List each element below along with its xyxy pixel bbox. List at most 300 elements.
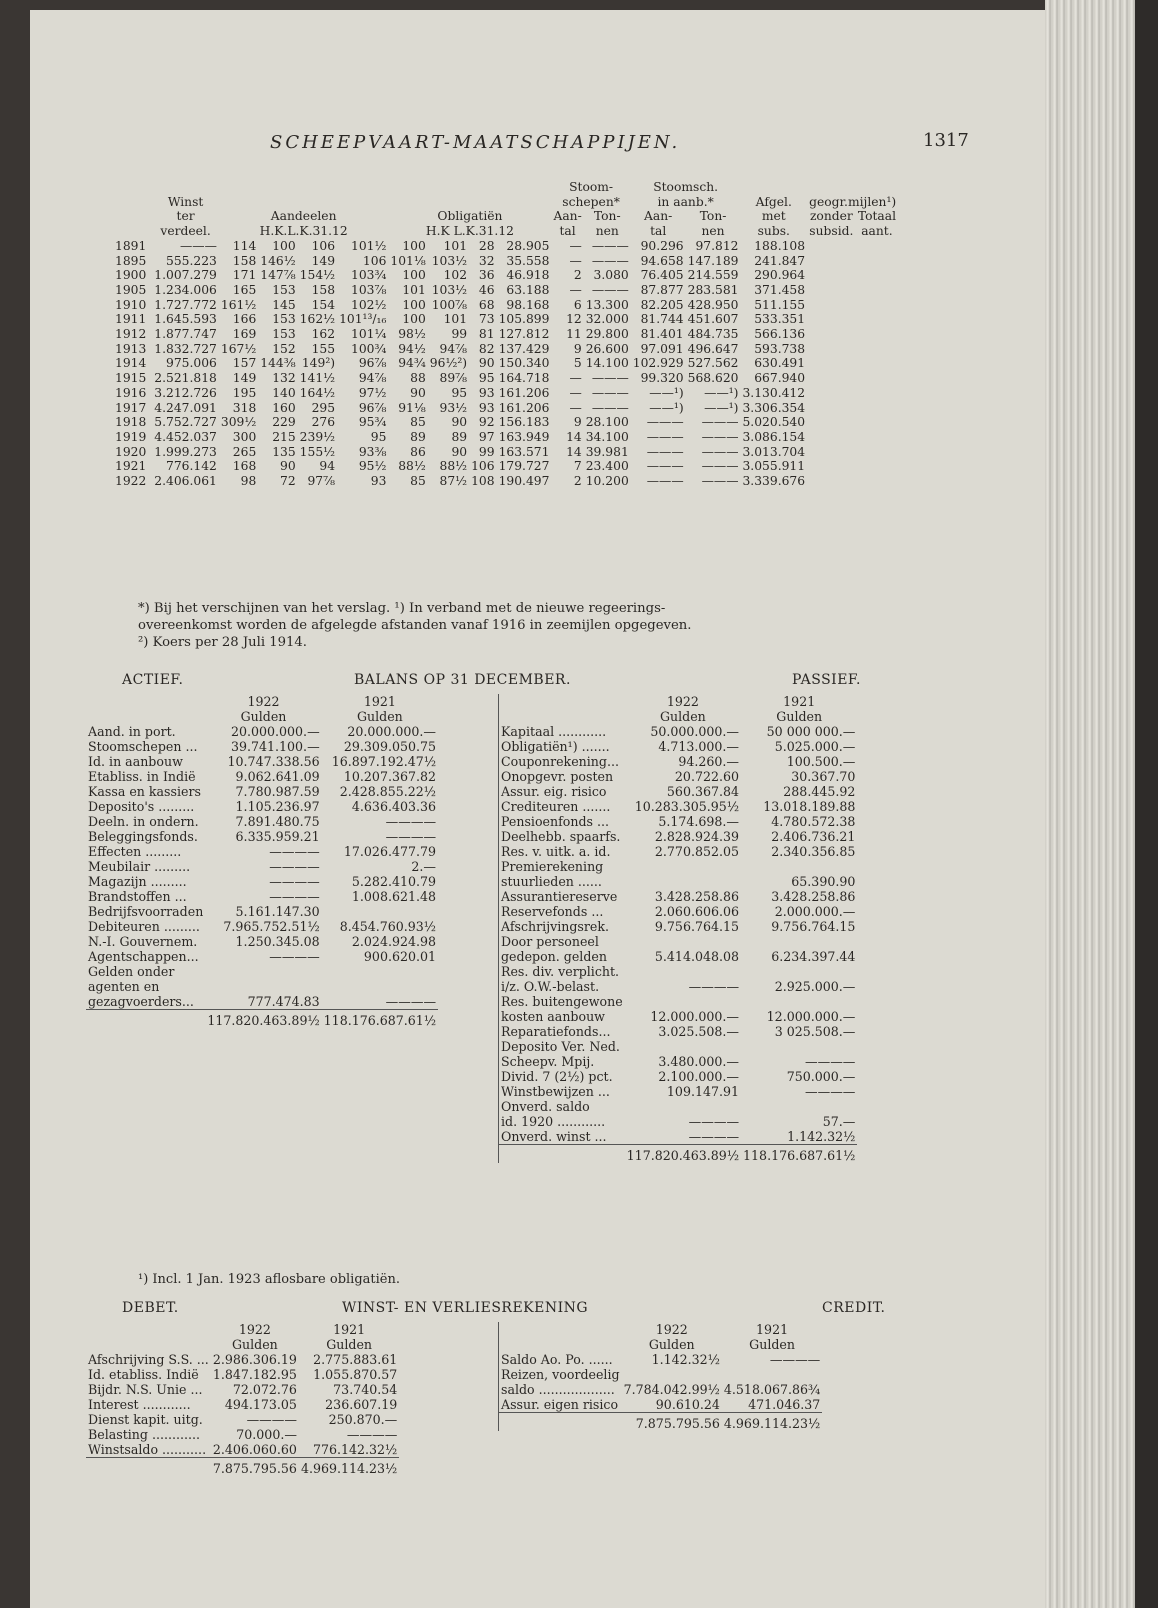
- debet-row: [86, 1352, 399, 1367]
- stats-row: [113, 430, 898, 445]
- balance-actief-table: [86, 694, 438, 1028]
- passief-cell: Res. v. uitk. a. id.: [501, 844, 611, 859]
- actief-row: [86, 964, 438, 979]
- passief-cell: 2.100.000.—: [658, 1069, 740, 1084]
- stats-cell: 28.100: [585, 415, 629, 430]
- stats-cell: 975.006: [166, 356, 217, 371]
- debet-cell: ————: [346, 1427, 398, 1442]
- stats-cell: 1918: [115, 415, 147, 430]
- actief-cell: ————: [269, 889, 320, 904]
- passief-cell: 2.060.606.06: [654, 904, 740, 919]
- stats-cell: 153: [272, 327, 296, 342]
- stats-row: [113, 459, 898, 474]
- debet-cell: 70.000.—: [236, 1427, 297, 1442]
- actief-cell: Stoomschepen ...: [88, 739, 198, 754]
- stats-cell: 88½: [439, 459, 468, 474]
- debet-cell: 73.740.54: [333, 1382, 398, 1397]
- passief-row: [499, 769, 858, 784]
- stats-cell: 90: [451, 444, 468, 459]
- header-subs: subs.: [757, 224, 790, 239]
- stats-cell: 13.300: [585, 297, 629, 312]
- stats-cell: 46: [478, 282, 495, 297]
- actief-cell: 2.—: [411, 859, 437, 874]
- stats-cell: 94½: [398, 341, 426, 356]
- stats-cell: ———: [591, 385, 629, 400]
- passief-row: [499, 919, 858, 934]
- actief-row: [86, 904, 438, 919]
- header-aandeelen: Aandeelen: [270, 209, 337, 224]
- stats-cell: 5.020.540: [742, 415, 806, 430]
- header-obligatien: Obligatiën: [437, 209, 503, 224]
- stats-row: [113, 342, 898, 357]
- header-tal-1: tal: [559, 224, 576, 239]
- passief-row: [499, 1009, 858, 1024]
- stats-body: [113, 239, 898, 489]
- credit-row: [499, 1367, 823, 1382]
- credit-cell: saldo ...................: [501, 1382, 615, 1397]
- stats-cell: 101¼: [351, 327, 387, 342]
- stats-cell: 309½: [220, 415, 257, 430]
- stats-cell: 3.080: [593, 268, 629, 283]
- stats-cell: 3.013.704: [742, 444, 806, 459]
- stats-cell: 85: [410, 415, 426, 430]
- pl-credit-table: [498, 1322, 822, 1431]
- actief-cell: Deeln. in ondern.: [88, 814, 199, 829]
- stats-cell: 90: [280, 459, 296, 474]
- passief-cell: Res. buitengewone: [501, 994, 623, 1009]
- stats-cell: 137.429: [498, 341, 550, 356]
- pl-right-title: CREDIT.: [822, 1300, 886, 1316]
- passief-row: [499, 739, 858, 754]
- debet-total-1922: 7.875.795.56: [211, 1458, 299, 1477]
- stats-cell: ———: [646, 444, 684, 459]
- stats-cell: 153: [272, 282, 296, 297]
- balance-left-title: ACTIEF.: [122, 672, 184, 688]
- stats-cell: 1910: [115, 297, 147, 312]
- stats-cell: 100: [402, 297, 426, 312]
- stats-cell: 93⅜: [358, 444, 387, 459]
- stats-cell: 152: [272, 341, 296, 356]
- stats-cell: 3.212.726: [154, 385, 217, 400]
- stats-cell: ———: [646, 415, 684, 430]
- credit-cell: [622, 1367, 722, 1382]
- stats-cell: ———: [591, 238, 629, 253]
- stats-cell: 103½: [431, 253, 468, 268]
- passief-cell: Crediteuren .......: [501, 799, 611, 814]
- passief-cell: 1.142.32½: [787, 1129, 856, 1144]
- debet-cell: 2.986.306.19: [212, 1352, 297, 1367]
- stats-cell: 101: [402, 282, 426, 297]
- stats-cell: 87.877: [640, 282, 684, 297]
- stats-cell: 81: [478, 327, 495, 342]
- debet-cell: 1.055.870.57: [313, 1367, 398, 1382]
- stats-cell: 1.645.593: [154, 312, 217, 327]
- stats-cell: 98.168: [506, 297, 550, 312]
- stats-cell: 103⅞: [351, 282, 387, 297]
- actief-row: [86, 949, 438, 964]
- stats-cell: 4.247.091: [154, 400, 217, 415]
- header-nen-2: nen: [701, 224, 725, 239]
- passief-cell: 4.780.572.38: [771, 814, 856, 829]
- stats-cell: 141½: [299, 371, 336, 386]
- debet-cell: ————: [246, 1412, 297, 1427]
- actief-row: [86, 934, 438, 949]
- stats-cell: 2.521.818: [154, 371, 217, 386]
- stats-cell: 100¾: [351, 341, 387, 356]
- actief-cell: 20.000.000.—: [230, 724, 320, 739]
- stats-cell: 14.100: [585, 356, 629, 371]
- debet-cell: Id. etabliss. Indië: [88, 1367, 199, 1382]
- stats-cell: 496.647: [687, 341, 739, 356]
- passief-unit-1921: Gulden: [776, 709, 823, 724]
- passief-cell: 13.018.189.88: [763, 799, 856, 814]
- header-nen-1: nen: [595, 224, 619, 239]
- actief-row: [86, 889, 438, 904]
- stats-cell: 161.206: [498, 385, 550, 400]
- passief-cell: [625, 859, 741, 874]
- stats-cell: 28: [478, 238, 495, 253]
- stats-row: [113, 327, 898, 342]
- stats-cell: 76.405: [640, 268, 684, 283]
- balance-title: BALANS OP 31 DECEMBER.: [354, 672, 571, 688]
- header-geogr: geogr.mijlen¹): [809, 194, 897, 209]
- stats-cell: 150.340: [498, 356, 550, 371]
- actief-cell: 777.474.83: [247, 994, 320, 1009]
- stats-cell: 89: [410, 429, 426, 444]
- passief-cell: 6.234.397.44: [771, 949, 856, 964]
- stats-cell: 10.200: [585, 474, 629, 489]
- stats-cell: 147⅞: [260, 268, 296, 283]
- passief-cell: Res. div. verplicht.: [501, 964, 620, 979]
- passief-cell: Kapitaal ............: [501, 724, 607, 739]
- actief-cell: 20.000.000.—: [347, 724, 437, 739]
- stats-cell: 5: [573, 356, 582, 371]
- stats-cell: 1916: [115, 385, 147, 400]
- passief-cell: 4.713.000.—: [658, 739, 740, 754]
- stats-cell: ——¹): [704, 385, 739, 400]
- stats-cell: 147.189: [687, 253, 739, 268]
- stats-cell: 153: [272, 312, 296, 327]
- actief-cell: 6.335.959.21: [235, 829, 320, 844]
- stats-cell: 1914: [115, 356, 147, 371]
- passief-cell: 109.147.91: [666, 1084, 740, 1099]
- header-met: met: [761, 209, 786, 224]
- actief-cell: 17.026.477.79: [343, 844, 437, 859]
- debet-row: [86, 1442, 399, 1458]
- passief-cell: [625, 1099, 741, 1114]
- actief-cell: 29.309.050.75: [343, 739, 437, 754]
- stats-cell: 100: [402, 312, 426, 327]
- actief-cell: 7.965.752.51½: [223, 919, 320, 934]
- stats-cell: 93: [370, 474, 387, 489]
- stats-cell: 164.718: [498, 371, 550, 386]
- actief-cell: 1.008.621.48: [351, 889, 437, 904]
- stats-cell: 132: [272, 371, 296, 386]
- passief-row: [499, 859, 858, 874]
- stats-cell: 149: [311, 253, 336, 268]
- actief-cell: 10.207.367.82: [343, 769, 437, 784]
- actief-total-1921: 118.176.687.61½: [322, 1010, 438, 1029]
- passief-cell: [625, 994, 741, 1009]
- header-aan-1: Aan-: [553, 209, 582, 224]
- stats-cell: ———: [591, 282, 629, 297]
- running-header: SCHEEPVAART-MAATSCHAPPIJEN.: [270, 132, 681, 153]
- stats-cell: 96½²): [429, 356, 468, 371]
- footnote-line-1: *) Bij het verschijnen van het verslag. ¹) In verband met de nieuwe regeerings-: [138, 601, 666, 616]
- stats-cell: 3.130.412: [742, 385, 806, 400]
- passief-cell: Pensioenfonds ...: [501, 814, 609, 829]
- passief-cell: 50.000.000.—: [650, 724, 740, 739]
- passief-cell: stuurlieden ......: [501, 874, 602, 889]
- actief-cell: 1.250.345.08: [235, 934, 320, 949]
- actief-row: [86, 724, 438, 739]
- stats-cell: 165: [232, 282, 257, 297]
- passief-cell: 3.428.258.86: [654, 889, 740, 904]
- stats-cell: 160: [272, 400, 296, 415]
- actief-cell: Debiteuren .........: [88, 919, 200, 934]
- stats-cell: 283.581: [687, 282, 739, 297]
- stats-cell: 106: [471, 459, 495, 474]
- stats-row: [113, 386, 898, 401]
- credit-row: [499, 1382, 823, 1397]
- passief-cell: 3 025.508.—: [774, 1024, 856, 1039]
- stats-cell: 145: [272, 297, 296, 312]
- passief-cell: [625, 964, 741, 979]
- stats-cell: 3.306.354: [742, 400, 806, 415]
- passief-cell: 12.000.000.—: [766, 1009, 856, 1024]
- stats-cell: 1920: [115, 444, 147, 459]
- stats-cell: 169: [232, 327, 257, 342]
- stats-cell: 1.832.727: [154, 341, 217, 356]
- stats-cell: 1915: [115, 371, 147, 386]
- stats-cell: 195: [232, 385, 257, 400]
- stats-cell: 94⅞: [358, 371, 387, 386]
- passief-cell: ————: [688, 1129, 740, 1144]
- stats-cell: 32.000: [585, 312, 629, 327]
- stats-cell: 163.949: [498, 429, 550, 444]
- stats-cell: 94: [319, 459, 336, 474]
- stats-cell: 135: [272, 444, 296, 459]
- passief-cell: Winstbewijzen ...: [501, 1084, 610, 1099]
- stats-cell: 161½: [220, 297, 257, 312]
- passief-cell: 9.756.764.15: [654, 919, 740, 934]
- stats-cell: 1.877.747: [154, 327, 217, 342]
- stats-cell: 162: [311, 327, 336, 342]
- stats-cell: ———: [646, 429, 684, 444]
- passief-cell: Deelhebb. spaarfs.: [501, 829, 621, 844]
- stats-cell: 239½: [299, 429, 336, 444]
- passief-total-1922: 117.820.463.89½: [625, 1145, 741, 1164]
- stats-cell: 95½: [358, 459, 387, 474]
- passief-cell: id. 1920 ............: [501, 1114, 606, 1129]
- stats-cell: ———: [701, 474, 739, 489]
- stats-cell: 166: [232, 312, 257, 327]
- debet-cell: 236.607.19: [325, 1397, 398, 1412]
- actief-row: [86, 859, 438, 874]
- actief-cell: 5.282.410.79: [351, 874, 437, 889]
- stats-cell: 26.600: [585, 341, 629, 356]
- stats-cell: 81.744: [640, 312, 684, 327]
- passief-cell: [741, 1039, 857, 1054]
- stats-cell: 158: [232, 253, 257, 268]
- stats-cell: 127.812: [498, 327, 550, 342]
- stats-cell: 101: [443, 238, 468, 253]
- stats-cell: 1905: [115, 282, 147, 297]
- stats-cell: 93½: [439, 400, 468, 415]
- credit-cell: Reizen, voordeelig: [501, 1367, 620, 1382]
- stats-cell: 215: [272, 429, 296, 444]
- stats-cell: 1917: [115, 400, 147, 415]
- passief-cell: 3.025.508.—: [658, 1024, 740, 1039]
- stats-cell: 144⅜: [260, 356, 296, 371]
- passief-row: [499, 949, 858, 964]
- stats-cell: 105.899: [498, 312, 550, 327]
- stats-header-row-2: [113, 195, 898, 210]
- passief-cell: Reservefonds ...: [501, 904, 604, 919]
- stats-header-row-3: [113, 209, 898, 224]
- stats-cell: 149: [232, 371, 257, 386]
- stats-cell: 101¹³/₁₆: [339, 312, 387, 327]
- passief-cell: 94.260.—: [678, 754, 740, 769]
- passief-cell: 30.367.70: [791, 769, 856, 784]
- stats-header-row-4: [113, 224, 898, 239]
- passief-cell: gedepon. gelden: [501, 949, 607, 964]
- passief-cell: ————: [805, 1054, 856, 1069]
- stats-cell: 1919: [115, 429, 147, 444]
- actief-cell: agenten en: [88, 979, 160, 994]
- stats-cell: 102½: [351, 297, 387, 312]
- pl-left-title: DEBET.: [122, 1300, 179, 1316]
- passief-cell: Deposito Ver. Ned.: [501, 1039, 620, 1054]
- passief-cell: Premierekening: [501, 859, 604, 874]
- debet-row: [86, 1382, 399, 1397]
- stats-cell: 1.234.006: [154, 282, 217, 297]
- stats-cell: 11: [566, 327, 582, 342]
- stats-cell: ——¹): [649, 400, 684, 415]
- header-schepen: schepen*: [562, 194, 620, 209]
- stats-cell: 167½: [220, 341, 257, 356]
- stats-row: [113, 298, 898, 313]
- passief-cell: 2.925.000.—: [774, 979, 856, 994]
- credit-cell: ————: [769, 1352, 821, 1367]
- actief-cell: [322, 904, 438, 919]
- stats-cell: 72: [280, 474, 296, 489]
- stats-cell: 93: [478, 385, 495, 400]
- stats-cell: 154: [311, 297, 336, 312]
- debet-cell: 250.870.—: [328, 1412, 398, 1427]
- stats-cell: 14: [566, 444, 582, 459]
- stats-cell: 97.091: [640, 341, 684, 356]
- stats-cell: 97.812: [695, 238, 739, 253]
- actief-cell: 16.897.192.47½: [331, 754, 437, 769]
- stats-cell: 100: [402, 238, 426, 253]
- passief-cell: Onverd. saldo: [501, 1099, 590, 1114]
- stats-cell: 98: [240, 474, 257, 489]
- actief-cell: Brandstoffen ...: [88, 889, 187, 904]
- passief-row: [499, 844, 858, 859]
- debet-cell: Afschrijving S.S. ...: [88, 1352, 209, 1367]
- actief-cell: Beleggingsfonds.: [88, 829, 198, 844]
- passief-cell: Assurantiereserve: [501, 889, 618, 904]
- balance-right-title: PASSIEF.: [792, 672, 861, 688]
- debet-year-1922: 1922: [238, 1322, 271, 1337]
- debet-row: [86, 1412, 399, 1427]
- stats-cell: 146½: [260, 253, 296, 268]
- stats-cell: 12: [566, 312, 582, 327]
- stats-cell: 97½: [358, 385, 387, 400]
- stats-row: [113, 283, 898, 298]
- stats-cell: 1913: [115, 341, 147, 356]
- stats-cell: 106: [311, 238, 336, 253]
- stats-cell: 1891: [115, 238, 147, 253]
- stats-cell: 555.223: [166, 253, 217, 268]
- header-hkl-1: H.K.L.K.31.12: [259, 224, 348, 239]
- passief-cell: [741, 994, 857, 1009]
- actief-cell: 4.636.403.36: [351, 799, 437, 814]
- passief-cell: [741, 934, 857, 949]
- stats-cell: 265: [232, 444, 257, 459]
- stats-cell: ———: [591, 400, 629, 415]
- stats-cell: 93: [478, 400, 495, 415]
- stats-cell: 2: [573, 474, 582, 489]
- stats-cell: 90: [478, 356, 495, 371]
- stats-row: [113, 312, 898, 327]
- stats-cell: ———: [591, 253, 629, 268]
- stats-cell: 484.735: [687, 327, 739, 342]
- stats-cell: 162½: [299, 312, 336, 327]
- passief-row: [499, 934, 858, 949]
- debet-cell: Interest ............: [88, 1397, 191, 1412]
- stats-cell: 102: [443, 268, 468, 283]
- stats-cell: 527.562: [687, 356, 739, 371]
- stats-cell: 3.055.911: [742, 459, 806, 474]
- stats-cell: 7: [573, 459, 582, 474]
- stats-cell: 241.847: [754, 253, 806, 268]
- passief-cell: 100.500.—: [786, 754, 856, 769]
- stats-cell: 295: [311, 400, 336, 415]
- passief-total-1921: 118.176.687.61½: [741, 1145, 857, 1164]
- passief-cell: 57.—: [822, 1114, 856, 1129]
- header-in-aanb: in aanb.*: [657, 194, 714, 209]
- debet-cell: 72.072.76: [232, 1382, 297, 1397]
- stats-cell: 1922: [115, 474, 147, 489]
- stats-header-row-1: [113, 180, 898, 195]
- header-tal-2: tal: [650, 224, 667, 239]
- actief-cell: 7.780.987.59: [235, 784, 320, 799]
- stats-cell: 1.999.273: [154, 444, 217, 459]
- passief-cell: Assur. eig. risico: [501, 784, 607, 799]
- header-ton-2: Ton-: [699, 209, 727, 224]
- passief-cell: [625, 874, 741, 889]
- stats-cell: 98½: [398, 327, 426, 342]
- passief-cell: [741, 1099, 857, 1114]
- passief-cell: 2.406.736.21: [771, 829, 856, 844]
- passief-row: [499, 1129, 858, 1145]
- credit-cell: 471.046.37: [748, 1397, 821, 1412]
- actief-cell: [205, 964, 321, 979]
- passief-cell: Afschrijvingsrek.: [501, 919, 609, 934]
- actief-cell: 1.105.236.97: [235, 799, 320, 814]
- stats-cell: 87½: [439, 474, 468, 489]
- stats-cell: 100: [402, 268, 426, 283]
- actief-cell: [205, 979, 321, 994]
- stats-cell: 95¾: [358, 415, 387, 430]
- credit-cell: [722, 1367, 822, 1382]
- header-zonder: zonder: [809, 209, 853, 224]
- passief-cell: 10.283.305.95½: [634, 799, 740, 814]
- header-stoomsch: Stoomsch.: [653, 180, 719, 194]
- footnote-line-3: ²) Koers per 28 Juli 1914.: [138, 635, 308, 650]
